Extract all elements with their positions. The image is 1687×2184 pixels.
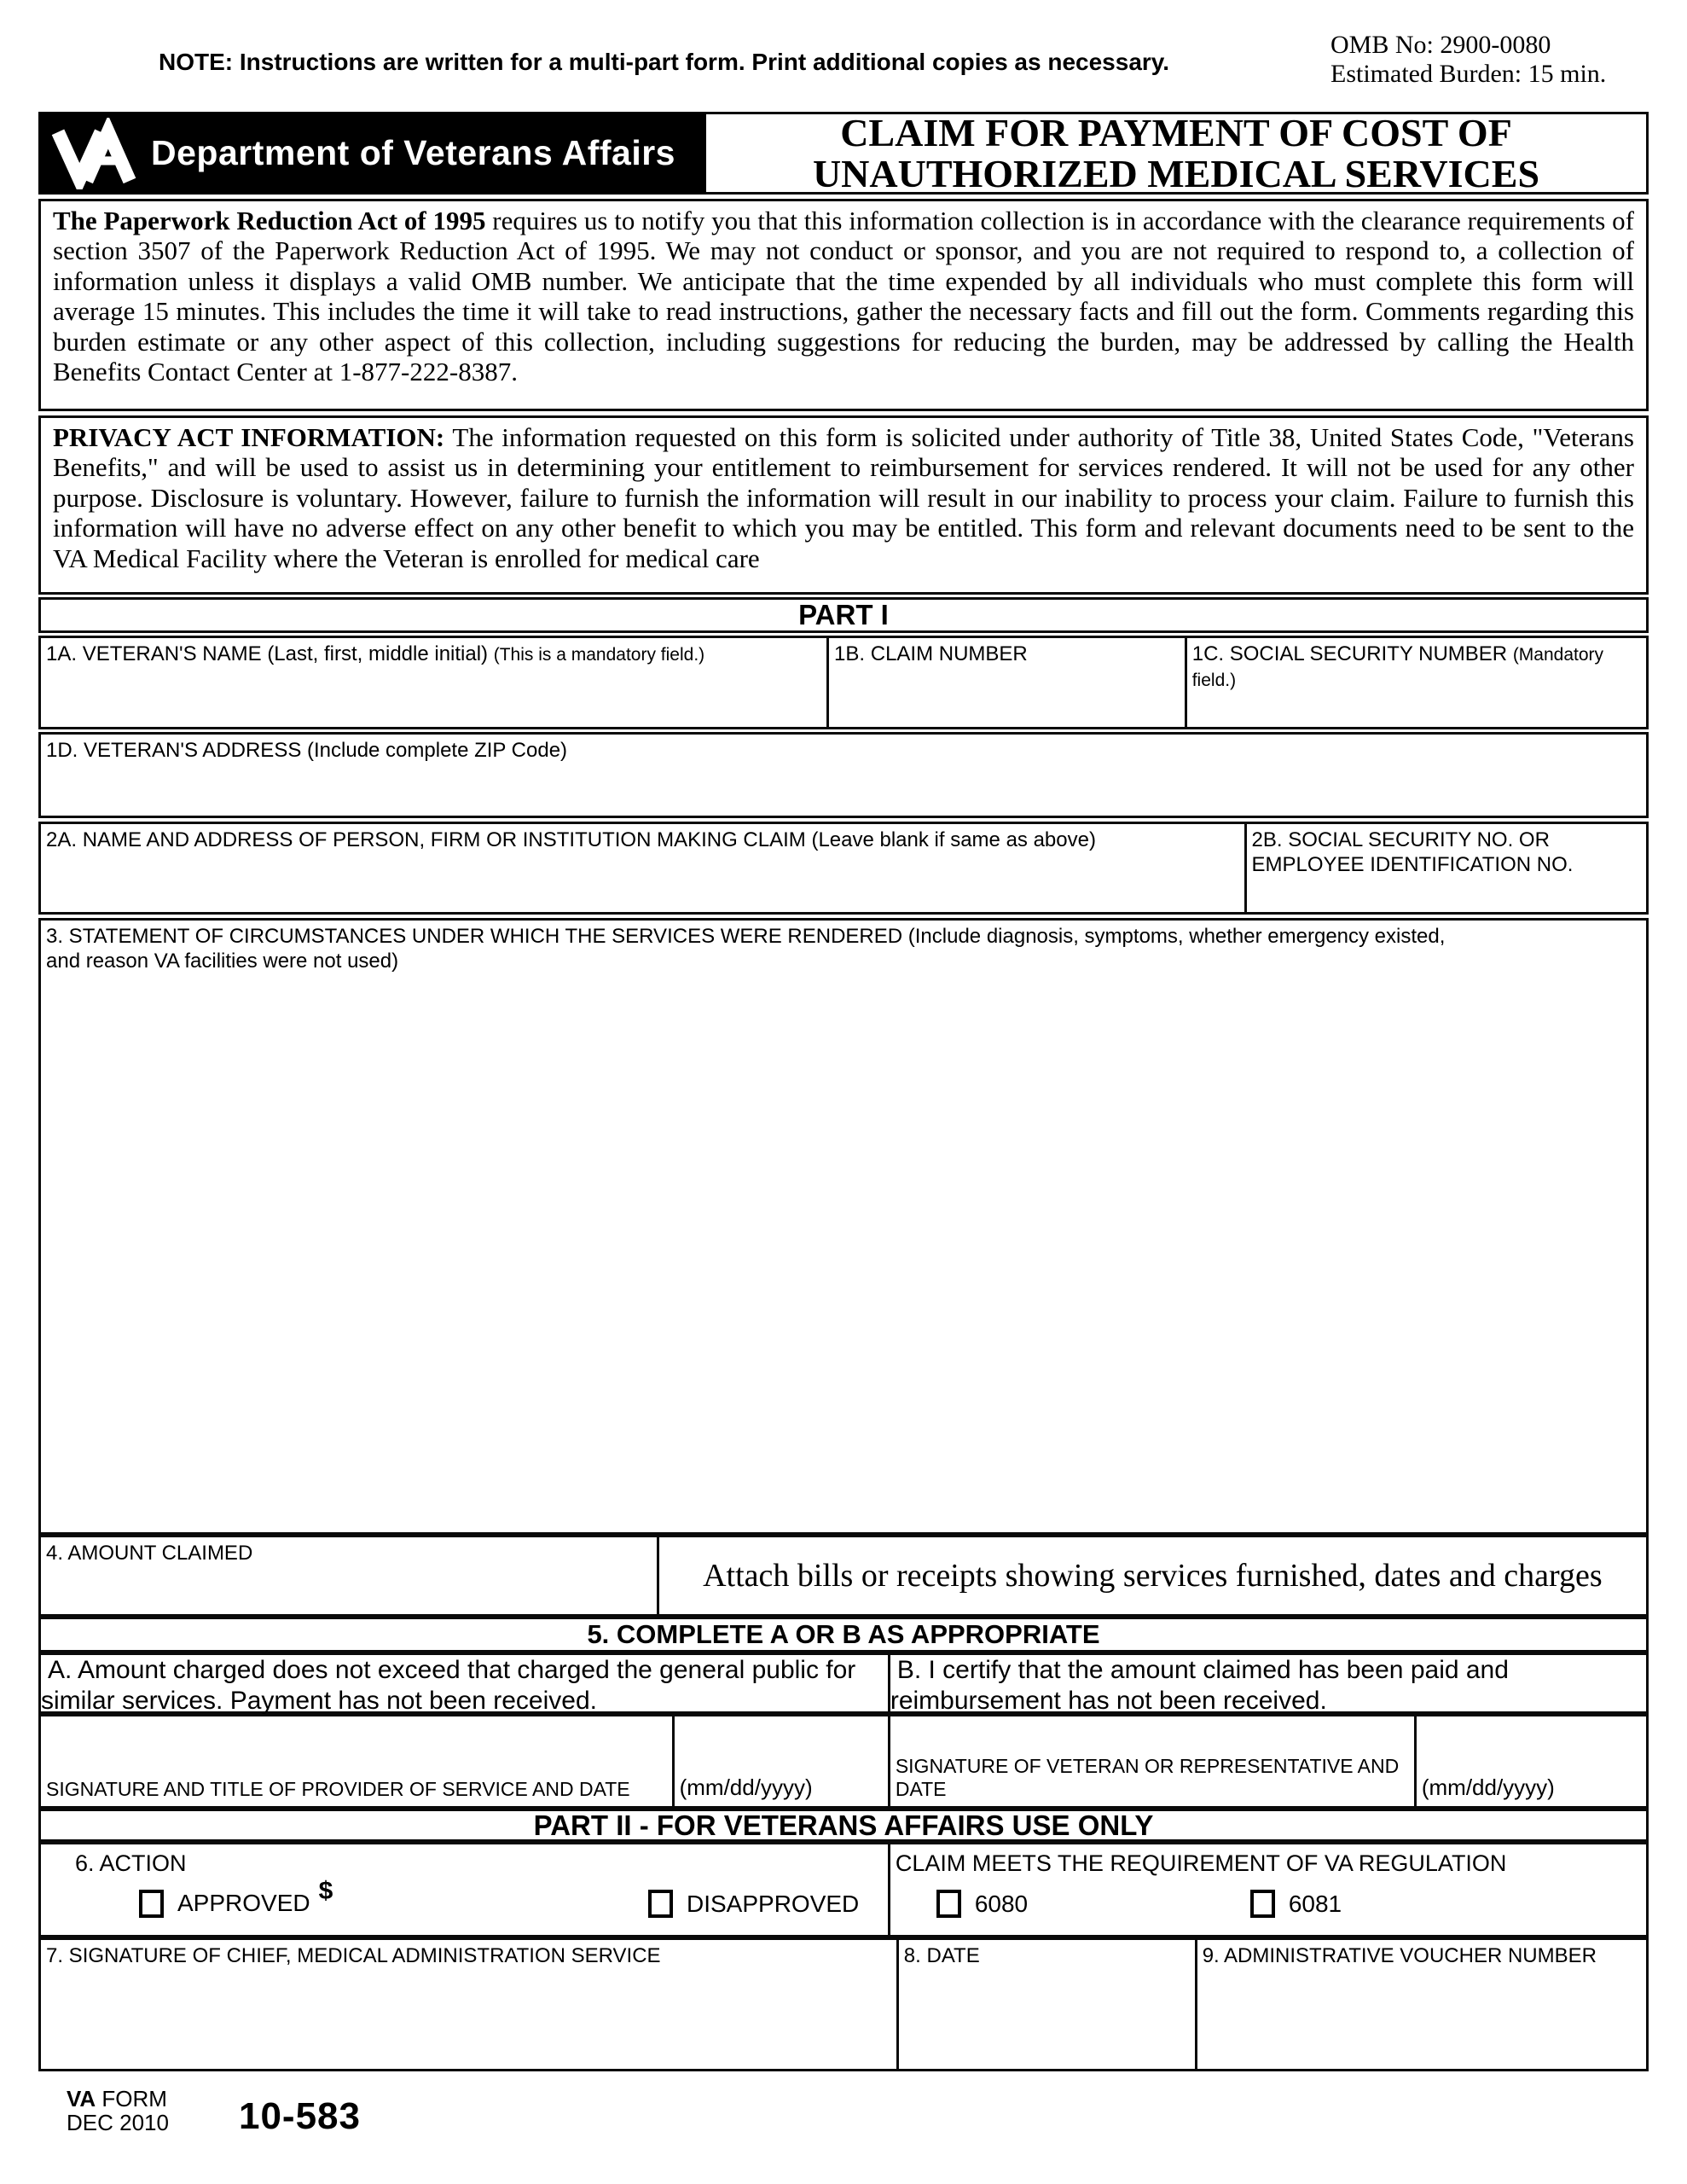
part1-header: PART I — [38, 597, 1649, 633]
option-b-cell — [888, 1655, 1646, 1715]
field-provider-date[interactable] — [672, 1716, 888, 1806]
attach-bills-note-cell — [657, 1537, 1646, 1614]
action-cell — [41, 1844, 888, 1935]
row-2ab — [38, 822, 1649, 915]
paperwork-body: requires us to notify you that this information collection is in accordance with the clearance requirements of section 3507 of the Paperwork Reduction Act of 1995. We may not conduct or sponsor, and you are not required to respond to, a collection of information unless it displays a valid OMB number. We anticipate that the time expended by all individuals who must complete this form will average 15 minutes. This includes the time it will take to read instructions, gather the necessary facts and fill out the form. Comments regarding this burden estimate or any other aspect of this collection, including suggestions for reducing the burden, may be addressed by calling the Health Benefits Contact Center at 1-877-222-8387. — [53, 206, 1634, 387]
form-number: 10-583 — [238, 2095, 361, 2137]
field-claim-number-label: 1B. CLAIM NUMBER — [834, 642, 1028, 665]
option-a-cell — [41, 1655, 888, 1715]
form-header — [38, 112, 1649, 195]
va-form-word: FORM — [96, 2086, 167, 2111]
attach-bills-note: Attach bills or receipts showing services furnished, dates and charges — [703, 1558, 1603, 1594]
field-claimant-ssn-label: 2B. SOCIAL SECURITY NO. OR EMPLOYEE IDENTIFICATION NO. — [1251, 828, 1574, 876]
field-statement-of-circumstances[interactable] — [38, 918, 1649, 1535]
disapproved-checkbox[interactable] — [648, 1890, 673, 1918]
field-provider-signature[interactable] — [41, 1716, 672, 1806]
field-statement-label — [41, 921, 1646, 973]
omb-number: OMB No: 2900-0080 — [1330, 31, 1551, 59]
field-claimant-name-address[interactable] — [41, 824, 1244, 912]
field-veteran-date[interactable] — [1414, 1716, 1646, 1806]
veteran-date-format: (mm/dd/yyyy) — [1421, 1774, 1555, 1800]
field-veteran-signature[interactable] — [888, 1716, 1414, 1806]
va-form-date: DEC 2010 — [67, 2110, 169, 2135]
approved-checkbox[interactable] — [139, 1890, 164, 1918]
regulation-6081-checkbox[interactable] — [1250, 1890, 1275, 1918]
regulation-6081-option — [1250, 1890, 1342, 1918]
form-title — [706, 112, 1649, 195]
regulation-6080-option — [936, 1890, 1028, 1918]
veteran-signature-label: SIGNATURE OF VETERAN OR REPRESENTATIVE AND DATE — [895, 1755, 1400, 1800]
disapproved-option — [648, 1890, 859, 1918]
field-1c-text: 1C. SOCIAL SECURITY NUMBER — [1191, 642, 1508, 665]
field-amount-claimed[interactable] — [41, 1537, 657, 1614]
provider-signature-label: SIGNATURE AND TITLE OF PROVIDER OF SERVICE AND DATE — [46, 1778, 630, 1800]
row-signatures — [38, 1714, 1649, 1809]
approved-option — [139, 1877, 333, 1918]
paperwork-reduction-notice — [38, 199, 1649, 411]
privacy-body: The information requested on this form is solicited under authority of Title 38, United States Code, "Veterans Benefits," and will be used to assist us in determining your entitlement to reimbursement for services rendered. It will not be used for any other purpose. Disclosure is voluntary. However, failure to furnish the information will result in our inability to process your claim. Failure to furnish this information will have no adverse effect on any other benefit to which you may be entitled. This form and relevant documents need to be sent to the VA Medical Facility where the Veteran is enrolled for medical care — [53, 422, 1634, 573]
field-claimant-label: 2A. NAME AND ADDRESS OF PERSON, FIRM OR INSTITUTION MAKING CLAIM (Leave blank if same as above) — [46, 828, 1096, 851]
regulation-cell — [888, 1844, 1646, 1935]
row-789 — [38, 1937, 1649, 2071]
approved-label: APPROVED — [177, 1890, 310, 1916]
row-4 — [38, 1535, 1649, 1617]
regulation-label: CLAIM MEETS THE REQUIREMENT OF VA REGULATION — [895, 1850, 1507, 1876]
form-body — [38, 112, 1649, 2071]
field-claimant-ssn-ein[interactable] — [1244, 824, 1647, 912]
row-6-action — [38, 1842, 1649, 1937]
row-5ab — [38, 1653, 1649, 1714]
field-date[interactable] — [896, 1940, 1195, 2069]
field-chief-signature[interactable] — [41, 1940, 896, 2069]
field-1a-text: 1A. VETERAN'S NAME (Last, first, middle initial) — [46, 642, 489, 665]
field-admin-voucher-number[interactable] — [1195, 1940, 1646, 2069]
option-b-text: B. I certify that the amount claimed has been paid and reimbursement has not been received. — [890, 1656, 1509, 1715]
omb-info — [1330, 31, 1606, 89]
paperwork-lead: The Paperwork Reduction Act of 1995 — [53, 206, 486, 235]
admin-voucher-label: 9. ADMINISTRATIVE VOUCHER NUMBER — [1202, 1944, 1597, 1967]
field-veteran-address-label: 1D. VETERAN'S ADDRESS (Include complete ZIP Code) — [46, 739, 568, 762]
date-label: 8. DATE — [903, 1944, 980, 1967]
provider-date-format: (mm/dd/yyyy) — [679, 1774, 813, 1800]
field-ssn-label — [1187, 638, 1646, 693]
row-1abc — [38, 636, 1649, 729]
section5-header: 5. COMPLETE A OR B AS APPROPRIATE — [38, 1617, 1649, 1653]
field-ssn[interactable] — [1185, 638, 1646, 727]
chief-signature-label: 7. SIGNATURE OF CHIEF, MEDICAL ADMINISTRATION SERVICE — [46, 1944, 661, 1967]
multipart-note: NOTE: Instructions are written for a multi-part form. Print additional copies as necessary. — [159, 49, 1170, 75]
field-1a-note: (This is a mandatory field.) — [493, 645, 705, 665]
form-footer — [67, 2087, 361, 2138]
field-veteran-name-label — [41, 638, 826, 667]
field-3-label-line1: 3. STATEMENT OF CIRCUMSTANCES UNDER WHICH THE SERVICES WERE RENDERED (Include diagnosis, symptoms, whether emergency existed, — [46, 925, 1446, 948]
privacy-lead: PRIVACY ACT INFORMATION: — [53, 422, 445, 452]
privacy-act-notice — [38, 415, 1649, 595]
form-title-line2: UNAUTHORIZED MEDICAL SERVICES — [812, 151, 1540, 195]
field-claim-number[interactable] — [826, 638, 1185, 727]
field-veteran-address[interactable] — [41, 735, 1646, 816]
row-1d — [38, 732, 1649, 818]
regulation-6081-label: 6081 — [1288, 1890, 1342, 1917]
va-form-word-bold: VA — [67, 2086, 96, 2111]
approved-dollar-sign: $ — [318, 1877, 333, 1905]
option-a-text: A. Amount charged does not exceed that charged the general public for similar services. Payment has not been received. — [41, 1656, 856, 1715]
field-1c-note: (Mandatory field.) — [1191, 645, 1604, 690]
form-title-line1: CLAIM FOR PAYMENT OF COST OF — [840, 110, 1512, 154]
action-label: 6. ACTION — [75, 1850, 187, 1876]
va-logo-icon — [50, 118, 137, 189]
part2-header: PART II - FOR VETERANS AFFAIRS USE ONLY — [38, 1809, 1649, 1842]
field-veteran-name[interactable] — [41, 638, 826, 727]
va-form-id — [67, 2087, 169, 2135]
estimated-burden: Estimated Burden: 15 min. — [1330, 60, 1607, 88]
regulation-6080-checkbox[interactable] — [936, 1890, 961, 1918]
field-amount-claimed-label: 4. AMOUNT CLAIMED — [46, 1542, 253, 1565]
agency-name: Department of Veterans Affairs — [151, 133, 675, 172]
disapproved-label: DISAPPROVED — [687, 1890, 860, 1917]
field-3-label-line2: and reason VA facilities were not used) — [46, 950, 399, 973]
regulation-6080-label: 6080 — [974, 1890, 1029, 1917]
va-banner — [38, 112, 706, 195]
